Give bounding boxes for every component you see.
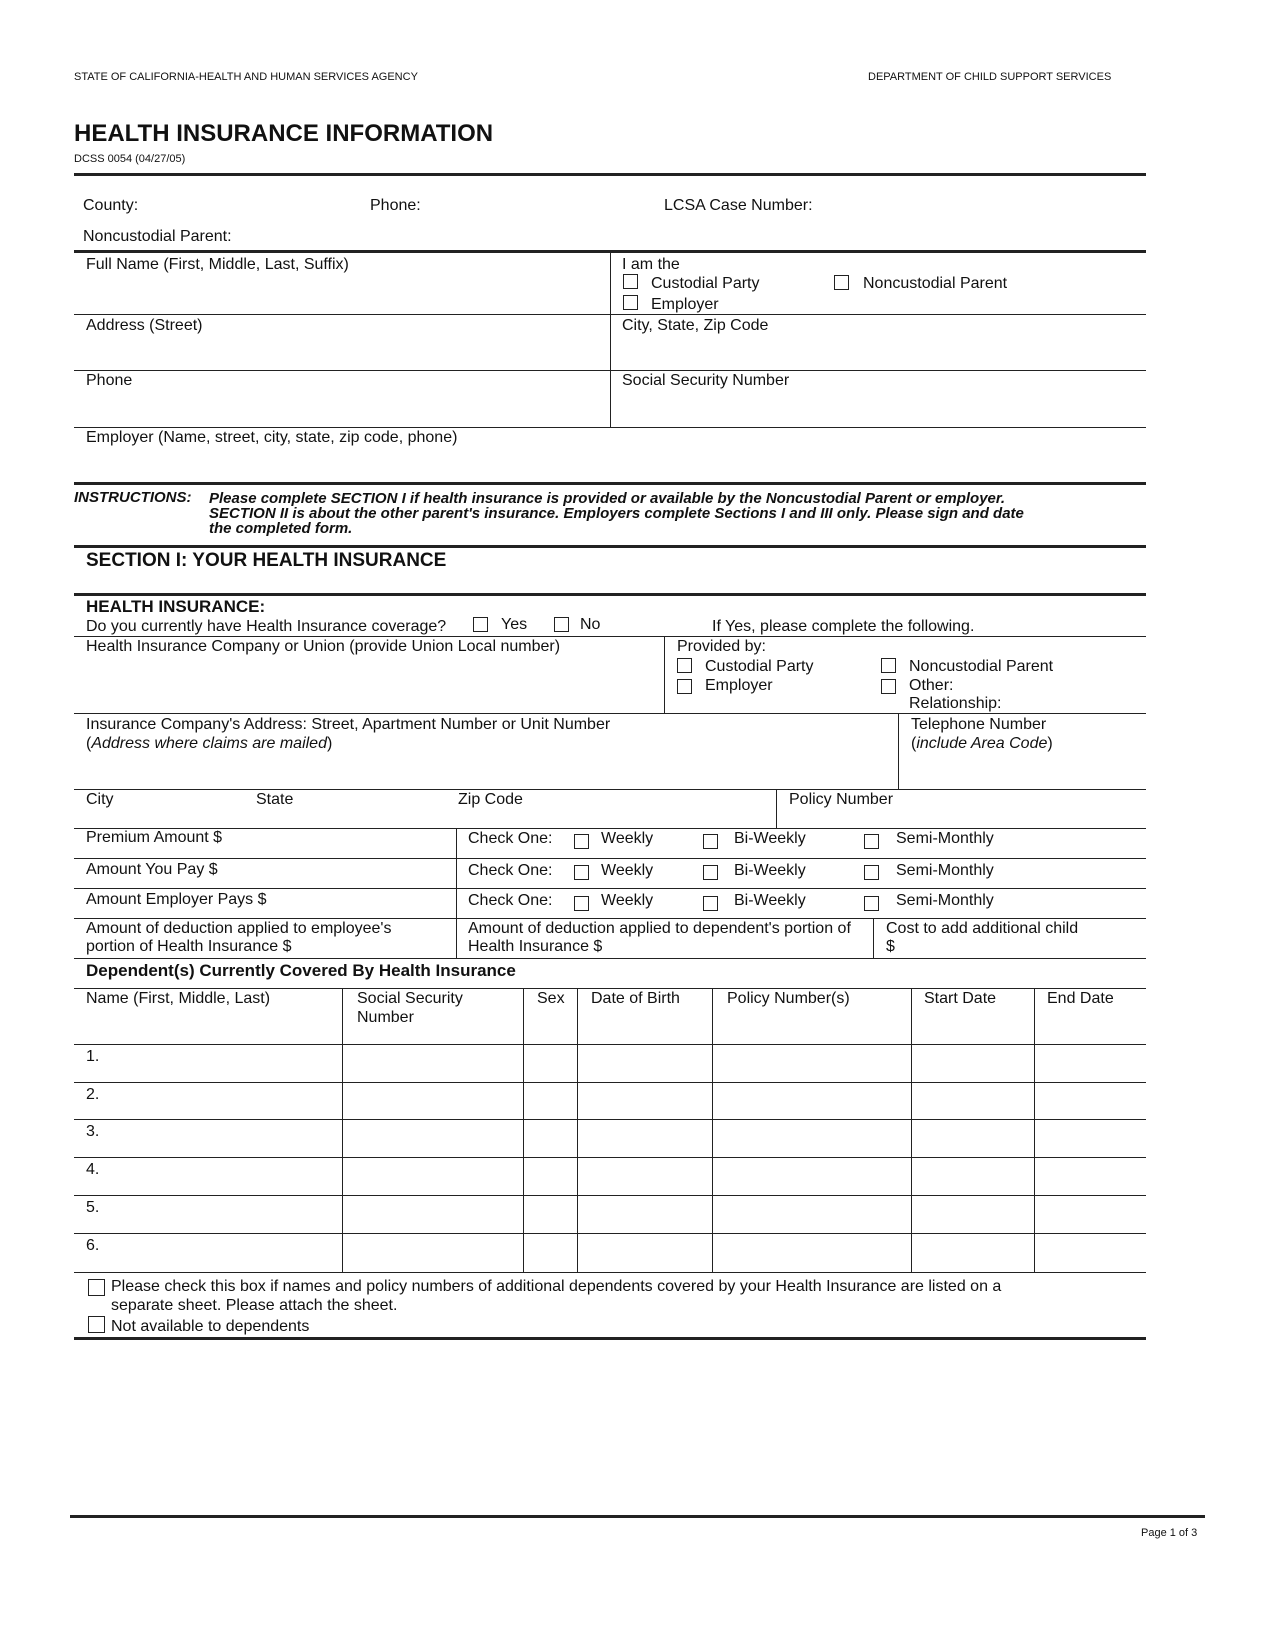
divider bbox=[74, 918, 1146, 919]
you-pay-weekly-checkbox[interactable] bbox=[574, 865, 589, 880]
noncustodial-parent-checkbox[interactable] bbox=[834, 275, 849, 290]
deduction-dependent-label: Amount of deduction applied to dependent's portion of bbox=[468, 920, 851, 937]
column-divider bbox=[898, 714, 899, 789]
divider bbox=[74, 545, 1146, 548]
employer-pays-weekly-checkbox[interactable] bbox=[574, 896, 589, 911]
form-number: DCSS 0054 (04/27/05) bbox=[74, 153, 186, 165]
col-policy-header: Policy Number(s) bbox=[727, 990, 850, 1007]
address-field[interactable]: Address (Street) bbox=[86, 317, 203, 334]
biweekly-label: Bi-Weekly bbox=[734, 892, 806, 909]
noncustodial-parent-label: Noncustodial Parent: bbox=[83, 228, 232, 245]
provided-by-label: Provided by: bbox=[677, 638, 766, 655]
column-divider bbox=[873, 919, 874, 958]
divider bbox=[74, 789, 1146, 790]
page-number: Page 1 of 3 bbox=[1141, 1527, 1198, 1539]
provided-custodial-checkbox[interactable] bbox=[677, 658, 692, 673]
provided-employer-label: Employer bbox=[705, 677, 773, 694]
table-row[interactable]: 4. bbox=[86, 1161, 100, 1178]
col-dob-header: Date of Birth bbox=[591, 990, 680, 1007]
divider bbox=[74, 593, 1146, 596]
section-1-title: SECTION I: YOUR HEALTH INSURANCE bbox=[86, 550, 447, 571]
column-divider bbox=[911, 988, 912, 1273]
instructions-label: INSTRUCTIONS: bbox=[74, 489, 192, 506]
check-one-label: Check One: bbox=[468, 862, 553, 879]
premium-biweekly-checkbox[interactable] bbox=[703, 834, 718, 849]
weekly-label: Weekly bbox=[601, 892, 654, 909]
coverage-no-checkbox[interactable] bbox=[554, 617, 569, 632]
provided-custodial-label: Custodial Party bbox=[705, 658, 814, 675]
instructions-line-3: the completed form. bbox=[209, 520, 353, 537]
coverage-yes-checkbox[interactable] bbox=[473, 617, 488, 632]
noncustodial-parent-option-label: Noncustodial Parent bbox=[863, 275, 1008, 292]
divider bbox=[74, 314, 1146, 315]
additional-dependents-note: Please check this box if names and policy numbers of additional dependents covered by your Health Insurance are listed on a bbox=[111, 1278, 1002, 1295]
cost-additional-child-field[interactable]: $ bbox=[886, 938, 895, 955]
person-phone-field[interactable]: Phone bbox=[86, 372, 133, 389]
instructions-line-1: Please complete SECTION I if health insurance is provided or available by the Noncustodial Parent or employer. bbox=[209, 490, 1006, 507]
semimonthly-label: Semi-Monthly bbox=[896, 862, 994, 879]
table-row[interactable]: 3. bbox=[86, 1123, 100, 1140]
relationship-field[interactable]: Relationship: bbox=[909, 695, 1002, 712]
divider bbox=[74, 1119, 1146, 1120]
divider bbox=[74, 1157, 1146, 1158]
column-divider bbox=[664, 637, 665, 713]
col-sex-header: Sex bbox=[537, 990, 565, 1007]
insurance-company-field[interactable]: Health Insurance Company or Union (provide Union Local number) bbox=[86, 638, 561, 655]
not-available-checkbox[interactable] bbox=[88, 1316, 105, 1333]
col-name-header: Name (First, Middle, Last) bbox=[86, 990, 271, 1007]
column-divider bbox=[1034, 988, 1035, 1273]
table-row[interactable]: 6. bbox=[86, 1237, 100, 1254]
biweekly-label: Bi-Weekly bbox=[734, 862, 806, 879]
city-state-zip-field[interactable]: City, State, Zip Code bbox=[622, 317, 769, 334]
column-divider bbox=[342, 988, 343, 1273]
ssn-field[interactable]: Social Security Number bbox=[622, 372, 790, 389]
divider bbox=[74, 427, 1146, 428]
divider bbox=[74, 636, 1146, 637]
biweekly-label: Bi-Weekly bbox=[734, 830, 806, 847]
divider bbox=[74, 1195, 1146, 1196]
coverage-yes-label: Yes bbox=[501, 616, 528, 633]
state-field[interactable]: State bbox=[256, 791, 294, 808]
provided-noncustodial-label: Noncustodial Parent bbox=[909, 658, 1054, 675]
divider bbox=[74, 1337, 1146, 1340]
semimonthly-label: Semi-Monthly bbox=[896, 830, 994, 847]
premium-semimonthly-checkbox[interactable] bbox=[864, 834, 879, 849]
amount-you-pay-field[interactable]: Amount You Pay $ bbox=[86, 861, 218, 878]
column-divider bbox=[577, 988, 578, 1273]
city-field[interactable]: City bbox=[86, 791, 114, 808]
deduction-employee-field[interactable]: portion of Health Insurance $ bbox=[86, 938, 292, 955]
divider bbox=[74, 1044, 1146, 1045]
insurance-address-note: (Address where claims are mailed) bbox=[86, 735, 333, 752]
col-end-date-header: End Date bbox=[1047, 990, 1114, 1007]
employer-checkbox[interactable] bbox=[623, 295, 638, 310]
county-field[interactable]: County: bbox=[83, 197, 139, 214]
i-am-the-label: I am the bbox=[622, 256, 680, 273]
amount-employer-pays-field[interactable]: Amount Employer Pays $ bbox=[86, 891, 267, 908]
divider bbox=[74, 482, 1146, 485]
employer-pays-semimonthly-checkbox[interactable] bbox=[864, 896, 879, 911]
divider bbox=[74, 1082, 1146, 1083]
column-divider bbox=[523, 988, 524, 1273]
divider bbox=[74, 370, 1146, 371]
provided-employer-checkbox[interactable] bbox=[677, 679, 692, 694]
policy-number-field[interactable]: Policy Number bbox=[789, 791, 894, 808]
coverage-no-label: No bbox=[580, 616, 601, 633]
deduction-employee-label: Amount of deduction applied to employee's bbox=[86, 920, 392, 937]
full-name-field[interactable]: Full Name (First, Middle, Last, Suffix) bbox=[86, 256, 349, 273]
insurance-address-field[interactable]: Insurance Company's Address: Street, Apartment Number or Unit Number bbox=[86, 716, 611, 733]
column-divider bbox=[712, 988, 713, 1273]
divider bbox=[74, 958, 1146, 959]
zip-field[interactable]: Zip Code bbox=[458, 791, 523, 808]
additional-dependents-note-2: separate sheet. Please attach the sheet. bbox=[111, 1297, 398, 1314]
health-insurance-heading: HEALTH INSURANCE: bbox=[86, 597, 266, 616]
employer-option-label: Employer bbox=[651, 296, 719, 313]
instructions-line-2: SECTION II is about the other parent's insurance. Employers complete Sections I and III only. Please sign and date bbox=[209, 505, 1024, 522]
not-available-label: Not available to dependents bbox=[111, 1318, 310, 1335]
coverage-question: Do you currently have Health Insurance coverage? bbox=[86, 618, 447, 635]
provided-other-field[interactable]: Other: bbox=[909, 677, 954, 694]
semimonthly-label: Semi-Monthly bbox=[896, 892, 994, 909]
divider bbox=[74, 888, 1146, 889]
additional-dependents-checkbox[interactable] bbox=[88, 1279, 105, 1296]
form-title: HEALTH INSURANCE INFORMATION bbox=[74, 120, 494, 147]
agency-name: STATE OF CALIFORNIA-HEALTH AND HUMAN SERVICES AGENCY bbox=[74, 71, 418, 83]
table-row[interactable]: 5. bbox=[86, 1199, 100, 1216]
footer-divider bbox=[70, 1515, 1205, 1518]
table-row[interactable]: 1. bbox=[86, 1048, 100, 1065]
column-divider bbox=[456, 919, 457, 958]
premium-weekly-checkbox[interactable] bbox=[574, 834, 589, 849]
col-ssn-header-sub: Number bbox=[357, 1009, 414, 1026]
col-ssn-header: Social Security bbox=[357, 990, 463, 1007]
provided-other-checkbox[interactable] bbox=[881, 679, 896, 694]
employer-info-field[interactable]: Employer (Name, street, city, state, zip code, phone) bbox=[86, 429, 458, 446]
lcsa-case-number-field[interactable]: LCSA Case Number: bbox=[664, 197, 813, 214]
telephone-field[interactable]: Telephone Number bbox=[911, 716, 1047, 733]
divider bbox=[74, 1233, 1146, 1234]
premium-amount-field[interactable]: Premium Amount $ bbox=[86, 829, 223, 846]
provided-noncustodial-checkbox[interactable] bbox=[881, 658, 896, 673]
you-pay-semimonthly-checkbox[interactable] bbox=[864, 865, 879, 880]
divider bbox=[74, 173, 1146, 176]
telephone-note: (include Area Code) bbox=[911, 735, 1053, 752]
col-start-date-header: Start Date bbox=[924, 990, 997, 1007]
weekly-label: Weekly bbox=[601, 862, 654, 879]
divider bbox=[74, 828, 1146, 829]
column-divider bbox=[776, 790, 777, 828]
custodial-party-label: Custodial Party bbox=[651, 275, 760, 292]
table-row[interactable]: 2. bbox=[86, 1086, 100, 1103]
deduction-dependent-field[interactable]: Health Insurance $ bbox=[468, 938, 603, 955]
check-one-label: Check One: bbox=[468, 830, 553, 847]
dependents-heading: Dependent(s) Currently Covered By Health Insurance bbox=[86, 961, 516, 980]
if-yes-note: If Yes, please complete the following. bbox=[712, 618, 975, 635]
employer-pays-biweekly-checkbox[interactable] bbox=[703, 896, 718, 911]
check-one-label: Check One: bbox=[468, 892, 553, 909]
divider bbox=[74, 988, 1146, 989]
custodial-party-checkbox[interactable] bbox=[623, 274, 638, 289]
divider bbox=[74, 1272, 1146, 1273]
divider bbox=[74, 713, 1146, 714]
you-pay-biweekly-checkbox[interactable] bbox=[703, 865, 718, 880]
cost-additional-child-label: Cost to add additional child bbox=[886, 920, 1079, 937]
phone-field[interactable]: Phone: bbox=[370, 197, 421, 214]
column-divider bbox=[610, 252, 611, 427]
divider bbox=[74, 858, 1146, 859]
department-name: DEPARTMENT OF CHILD SUPPORT SERVICES bbox=[868, 71, 1112, 83]
weekly-label: Weekly bbox=[601, 830, 654, 847]
